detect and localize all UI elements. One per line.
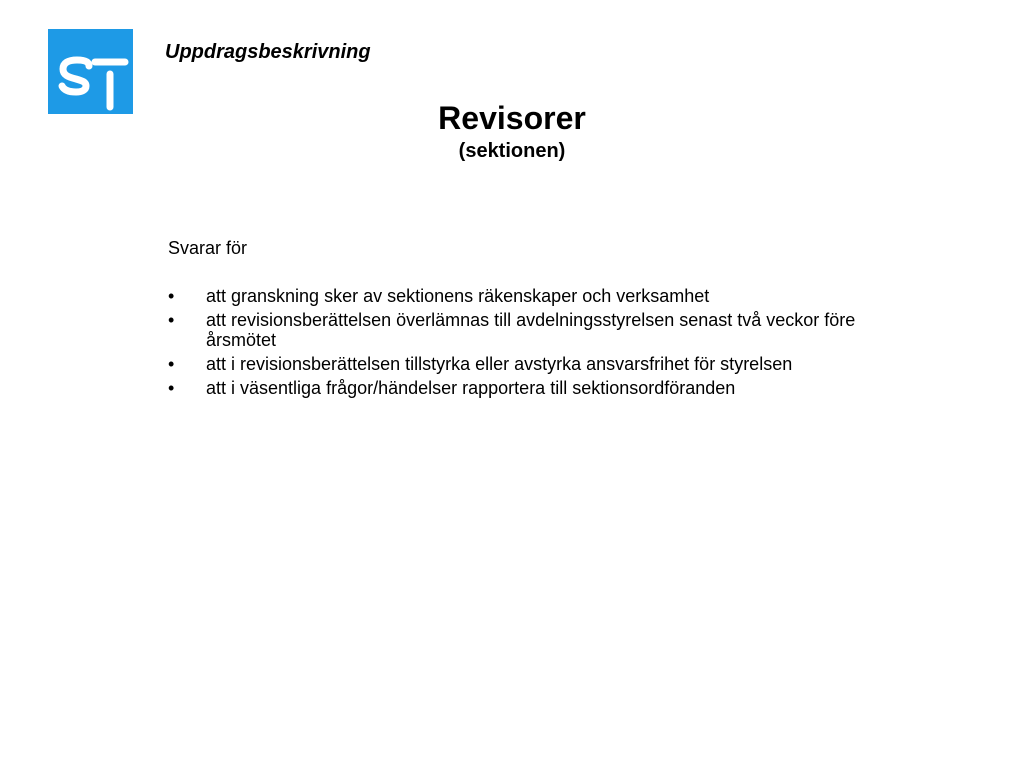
- header-label: Uppdragsbeskrivning: [165, 41, 371, 63]
- list-item-text: att revisionsberättelsen överlämnas till avdelningsstyrelsen senast två veckor före årsmötet: [206, 310, 856, 350]
- list-item-text: att i väsentliga frågor/händelser rapportera till sektionsordföranden: [206, 378, 736, 398]
- list-item-text: att granskning sker av sektionens räkenskaper och verksamhet: [206, 286, 710, 306]
- bullet-icon: •: [168, 378, 175, 398]
- list-item: [168, 286, 908, 306]
- bullet-icon: •: [168, 310, 175, 330]
- bullet-list: [168, 286, 908, 398]
- list-item: [168, 310, 908, 350]
- list-item: [168, 378, 908, 398]
- content-body: [168, 238, 908, 402]
- list-item: [168, 354, 908, 374]
- list-item-text: att i revisionsberättelsen tillstyrka eller avstyrka ansvarsfrihet för styrelsen: [206, 354, 793, 374]
- page-title: Revisorer: [438, 100, 586, 136]
- intro-text: Svarar för: [168, 238, 248, 258]
- bullet-icon: •: [168, 286, 175, 306]
- page-subtitle: (sektionen): [458, 140, 566, 162]
- bullet-icon: •: [168, 354, 175, 374]
